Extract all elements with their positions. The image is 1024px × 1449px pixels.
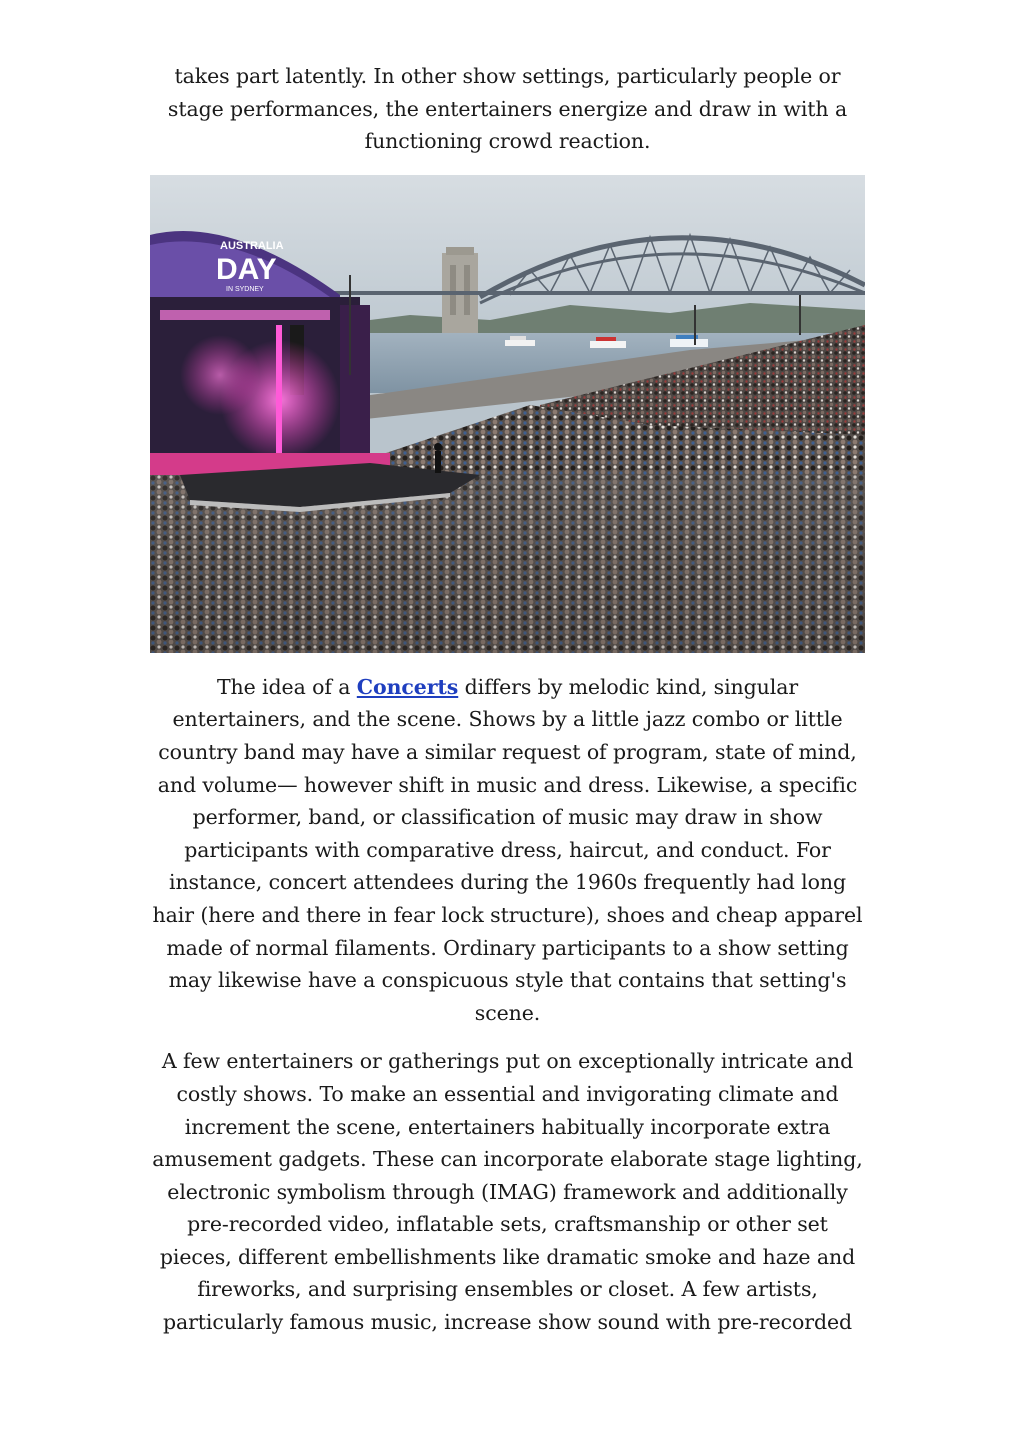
- performer: [434, 443, 442, 473]
- stage-sign-line3: IN SYDNEY: [226, 285, 264, 293]
- shows-paragraph: A few entertainers or gatherings put on exceptionally intricate and costly shows. To make an essential and invigorating climate and increment the scene, entertainers habitually incorporate extra amusement gadgets. These can incorporate elaborate stage lighting, electronic symbolism through (IMAG) framework and additionally pre-recorded video, inflatable sets, craftsmanship or other set pieces, different embellishments like dramatic smoke and haze and fireworks, and surprising ensembles or closet. A few artists, particularly famous music, increase show sound with pre-recorded: [152, 1049, 863, 1335]
- stage-sign-line1: AUSTRALIA: [220, 239, 284, 252]
- concerts-link[interactable]: Concerts: [356, 674, 459, 699]
- bridge-pylon: [442, 247, 478, 333]
- concert-photo: [150, 175, 865, 653]
- stage-sign: [216, 240, 284, 293]
- stage-sign-line2: DAY: [216, 252, 277, 286]
- para2-text-rest: differs by melodic kind, singular entertainers, and the scene. Shows by a little jazz combo or little country band may have a similar request of program, state of mind, and volume— however shift in music and dress. Likewise, a specific performer, band, or classification of music may draw in show participants with comparative dress, haircut, and conduct. For instance, concert attendees during the 1960s frequently had long hair (here and there in fear lock structure), shoes and cheap apparel made of normal filaments. Ordinary participants to a show setting may likewise have a conspicuous style that contains that setting's scene.: [152, 674, 863, 1025]
- para2-text-start: The idea of a: [216, 674, 357, 699]
- concerts-paragraph: [150, 671, 865, 1030]
- intro-paragraph: takes part latently. In other show settings, particularly people or stage performances, the entertainers energize and draw in with a functioning crowd reaction.: [167, 64, 848, 154]
- concert-photo-illustration: [150, 175, 865, 653]
- document-page: [150, 60, 865, 1339]
